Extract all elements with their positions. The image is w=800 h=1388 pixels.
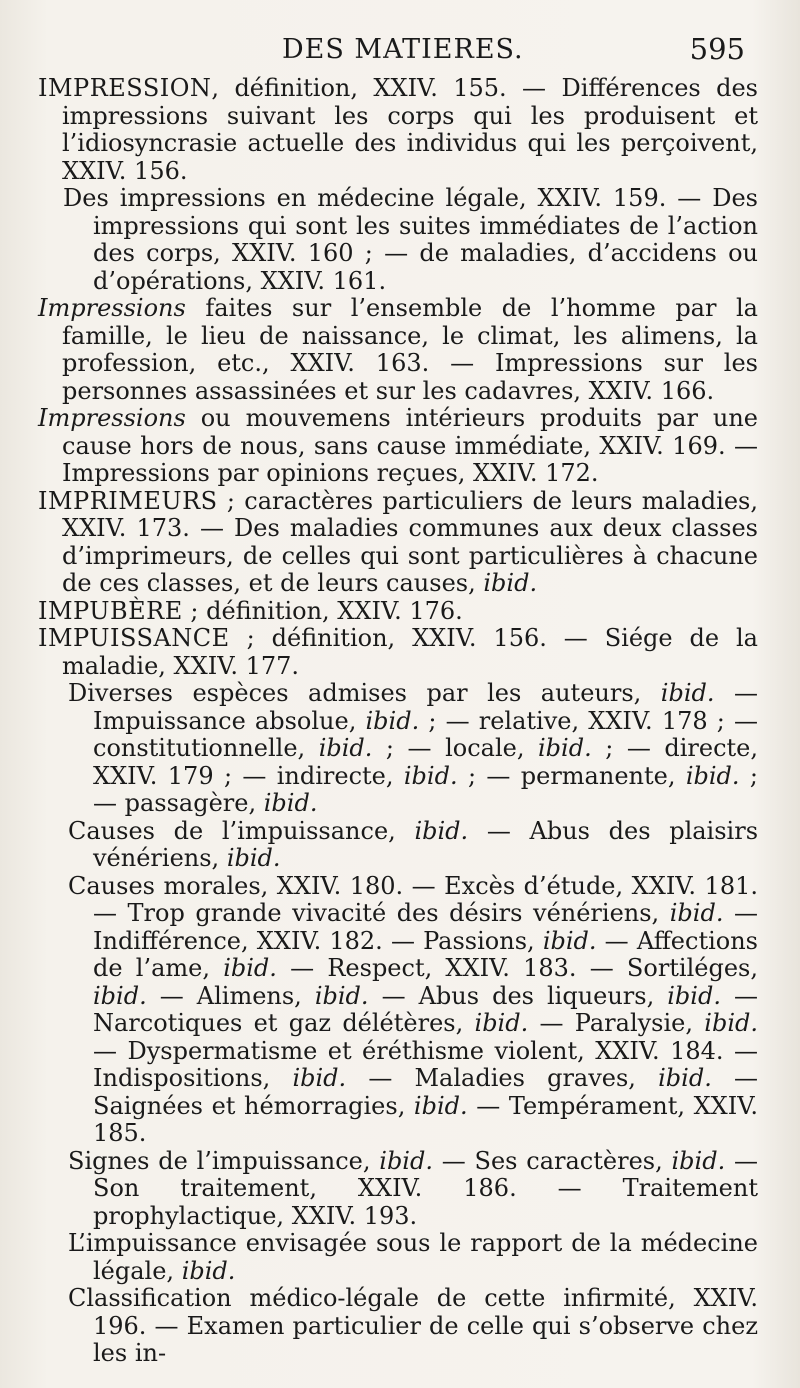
entry-text: — Impuissance absolue, xyxy=(93,679,758,735)
index-entry xyxy=(38,1148,758,1231)
entry-italic-text: ibid. xyxy=(314,981,369,1010)
index-entry xyxy=(38,625,758,680)
entry-italic-text: ibid. xyxy=(292,1064,347,1092)
entry-italic-text: ibid. xyxy=(226,844,281,872)
entry-text: Signes de l’impuissance, xyxy=(68,1146,380,1175)
index-entry xyxy=(38,295,758,405)
index-entry xyxy=(38,405,758,488)
entry-text: faites sur l’ensemble de l’homme par la famille, le lieu de naissance, le climat, les alimens, la profession, etc., XXIV. 163. — Impressions sur les personnes assassinées et sur les cadavres, XXIV. 166. xyxy=(62,294,758,405)
entry-text: — Dyspermatisme et éréthisme violent, XXIV. 184. — Indispositions, xyxy=(93,1036,758,1092)
entry-italic-text: ibid. xyxy=(403,761,458,790)
entry-italic-text: ibid. xyxy=(685,761,740,790)
entry-text: ; définition, XXIV. 176. xyxy=(182,596,463,625)
entry-text: , définition, XXIV. 155. — Différences des impressions suivant les corps qui les produisent et l’idiosyncrasie actuelle des individus qui les perçoivent, XXIV. 156. xyxy=(62,74,758,185)
index-entry xyxy=(38,873,758,1148)
entry-italic-text: Impressions xyxy=(38,294,186,322)
entry-italic-text: ibid. xyxy=(474,1009,529,1037)
entry-text: Des impressions en médecine légale, XXIV. 159. — Des impressions qui sont les suites immédiates de l’action des corps, XXIV. 160 ; — de maladies, d’accidens ou d’opérations, XXIV. 161. xyxy=(63,184,758,295)
entry-text: Causes de l’impuissance, xyxy=(68,816,415,845)
entry-headword: IMPRESSION xyxy=(38,74,212,102)
index-entry xyxy=(38,680,758,818)
entry-text: ; — locale, xyxy=(372,734,538,762)
entry-italic-text: ibid. xyxy=(658,1064,712,1092)
entry-text: — Tempérament, XXIV. 185. xyxy=(93,1091,758,1147)
entry-text: ; définition, XXIV. 156. — Siége de la maladie, XXIV. 177. xyxy=(62,624,758,680)
entry-italic-text: ibid. xyxy=(379,1146,433,1175)
entry-italic-text: ibid. xyxy=(181,1256,236,1285)
entry-italic-text: ibid. xyxy=(93,981,147,1010)
index-entry xyxy=(38,488,758,598)
entry-text: — Ses caractères, xyxy=(432,1146,672,1175)
entry-text: — Indifférence, XXIV. 182. — Passions, xyxy=(93,899,758,955)
entry-italic-text: ibid. xyxy=(263,789,318,817)
entry-text: ; caractères particuliers de leurs maladies, XXIV. 173. — Des maladies communes aux deux classes d’imprimeurs, de celles qui sont particulières à chacune de ces classes, et de leurs causes, xyxy=(62,486,758,597)
index-entries xyxy=(38,75,758,1368)
entry-italic-text: ibid. xyxy=(483,569,538,597)
entry-text: — Abus des plaisirs vénériens, xyxy=(93,816,759,872)
entry-italic-text: ibid. xyxy=(537,734,592,762)
entry-text: Causes morales, XXIV. 180. — Excès d’étude, XXIV. 181. — Trop grande vivacité des désirs vénériens, xyxy=(68,871,758,927)
running-title: DES MATIERES. xyxy=(282,34,524,65)
page-number: 595 xyxy=(689,32,745,66)
entry-headword: IMPRIMEURS xyxy=(38,486,218,515)
entry-italic-text: ibid. xyxy=(667,981,721,1010)
running-head xyxy=(0,30,800,70)
index-entry xyxy=(38,75,758,185)
entry-headword: IMPUISSANCE xyxy=(38,624,230,652)
index-entry xyxy=(38,818,758,873)
entry-text: — Narcotiques et gaz délétères, xyxy=(93,981,758,1037)
entry-text: Diverses espèces admises par les auteurs, xyxy=(68,679,661,707)
entry-italic-text: ibid. xyxy=(669,899,724,927)
entry-italic-text: ibid. xyxy=(318,734,373,762)
entry-text: ; — permanente, xyxy=(457,761,686,790)
entry-italic-text: ibid. xyxy=(223,954,277,982)
entry-italic-text: ibid. xyxy=(414,816,469,845)
entry-text: ou mouvemens intérieurs produits par une cause hors de nous, sans cause immédiate, XXIV. 169. — Impressions par opinions reçues, XXIV. 172. xyxy=(62,404,758,487)
entry-text: ; — directe, XXIV. 179 ; — indirecte, xyxy=(93,734,758,790)
entry-text: ; — relative, XXIV. 178 ; — constitutionnelle, xyxy=(93,706,759,762)
entry-italic-text: ibid. xyxy=(413,1091,468,1120)
entry-text: — Maladies graves, xyxy=(346,1064,659,1092)
entry-italic-text: Impressions xyxy=(38,404,186,432)
entry-italic-text: ibid. xyxy=(542,926,597,955)
entry-italic-text: ibid. xyxy=(660,679,715,707)
entry-headword: IMPUBÈRE xyxy=(38,596,183,625)
entry-text: — Alimens, xyxy=(146,981,315,1010)
entry-text: — Abus des liqueurs, xyxy=(368,981,668,1010)
entry-italic-text: ibid. xyxy=(365,706,420,735)
entry-text: — Respect, XXIV. 183. — Sortiléges, xyxy=(276,954,758,982)
index-entry xyxy=(38,1230,758,1285)
entry-text: Classification médico-légale de cette infirmité, XXIV. 196. — Examen particulier de celle qui s’observe chez les in- xyxy=(68,1284,758,1367)
entry-text: — Son traitement, XXIV. 186. — Traitement prophylactique, XXIV. 193. xyxy=(93,1146,758,1230)
index-entry xyxy=(38,1285,758,1368)
entry-italic-text: ibid. xyxy=(671,1146,726,1175)
index-entry xyxy=(38,185,758,295)
index-entry xyxy=(38,598,758,626)
entry-text: ; — passagère, xyxy=(93,761,758,817)
entry-italic-text: ibid. xyxy=(704,1009,758,1037)
entry-text: — Affections de l’ame, xyxy=(93,926,758,982)
entry-text: — Saignées et hémorragies, xyxy=(93,1064,758,1120)
entry-text: — Paralysie, xyxy=(528,1009,705,1037)
entry-text: L’impuissance envisagée sous le rapport de la médecine légale, xyxy=(68,1229,758,1285)
